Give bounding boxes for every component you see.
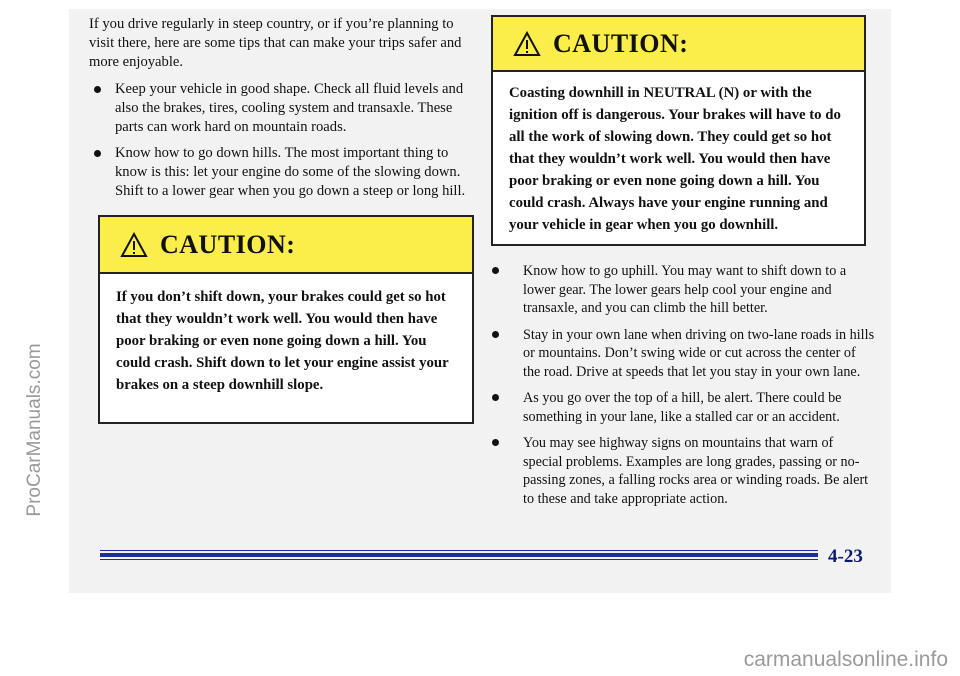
caution-header: [493, 17, 864, 72]
bullet-text: Know how to go uphill. You may want to shift down to a lower gear. The lower gears help cool your engine and transaxle, and you can climb the hill better.: [523, 263, 847, 316]
caution-title: CAUTION:: [553, 29, 689, 58]
side-watermark: [20, 190, 50, 670]
right-column: [491, 15, 876, 516]
list-item: [491, 389, 876, 426]
warning-triangle-icon: [513, 31, 541, 57]
list-item: [491, 434, 876, 508]
bullet-text: You may see highway signs on mountains that warn of special problems. Examples are long grades, passing or no-passing zones, a falling rocks area or winding roads. Be alert to these and take appropriate action.: [523, 435, 869, 507]
bullet-icon: [492, 267, 499, 274]
intro-paragraph: If you drive regularly in steep country, or if you’re planning to visit there, here are some tips that can make your trips safer and more enjoyable.: [89, 16, 462, 70]
bullet-text: Keep your vehicle in good shape. Check all fluid levels and also the brakes, tires, cooling system and transaxle. These parts can work hard on mountain roads.: [115, 81, 464, 135]
caution-title: CAUTION:: [160, 230, 296, 259]
caution-box-right: [491, 15, 866, 246]
page-number: 4-23: [828, 546, 863, 567]
list-item: [89, 144, 481, 201]
list-item: [491, 262, 876, 318]
bottom-watermark: carmanualsonline.info: [743, 648, 948, 671]
side-watermark-text: ProCarManuals.com: [24, 343, 45, 517]
bullet-text: Stay in your own lane when driving on two-lane roads in hills or mountains. Don’t swing wide or cut across the center of the road. Drive at speeds that let you stay in your own lane.: [523, 326, 875, 380]
bullet-icon: [492, 331, 499, 338]
list-item: [491, 326, 876, 382]
bullet-text: Know how to go down hills. The most important thing to know is this: let your engine do some of the slowing down. Shift to a lower gear when you go down a steep or long hill.: [115, 145, 466, 199]
caution-header: [100, 217, 472, 274]
caution-text: Coasting downhill in NEUTRAL (N) or with the ignition off is dangerous. Your brakes will have to do all the work of slowing down. They could get so hot that they wouldn’t work well. You would then have poor braking or even none going down a hill. You could crash. Always have your engine running and your vehicle in gear when you go downhill.: [509, 85, 841, 233]
footer-rule: [100, 549, 818, 561]
bullet-icon: [492, 394, 499, 401]
list-item: [89, 80, 481, 137]
bullet-icon: [492, 439, 499, 446]
bullet-text: As you go over the top of a hill, be alert. There could be something in your lane, like a stalled car or an accident.: [523, 390, 842, 425]
warning-triangle-icon: [120, 232, 148, 258]
caution-text: If you don’t shift down, your brakes could get so hot that they wouldn’t work well. You would then have poor braking or even none going down a hill. You could crash. Shift down to let your engine assist your brakes on a steep downhill slope.: [116, 289, 449, 393]
bullet-icon: [94, 150, 101, 157]
caution-box-left: [98, 215, 474, 424]
bullet-icon: [94, 86, 101, 93]
left-column: [89, 15, 481, 424]
